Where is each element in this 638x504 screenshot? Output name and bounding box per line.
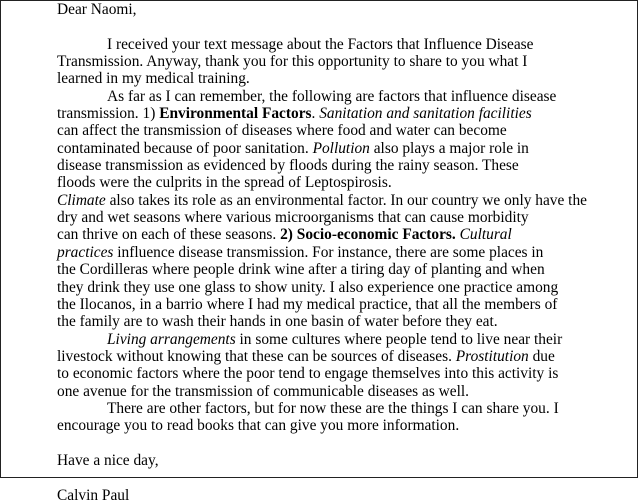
italic-text: Sanitation and sanitation facilities [319, 105, 532, 123]
bold-text: Environmental Factors [159, 105, 312, 123]
italic-text: Prostitution [455, 347, 529, 365]
text-run: can affect the transmission of diseases where food and water can become [57, 122, 507, 140]
text-run: to economic factors where the poor tend to engage themselves into this activity is [57, 365, 559, 383]
text-line [57, 209, 635, 226]
text-line [57, 487, 635, 504]
text-run: one avenue for the transmission of communicable diseases as well. [57, 382, 470, 400]
italic-text: Climate [57, 191, 106, 209]
text-line [57, 313, 635, 330]
letter-lines [57, 18, 635, 504]
italic-text: practices [57, 243, 114, 261]
letter-body [57, 1, 635, 504]
text-run: livestock without knowing that these can be sources of diseases. [57, 347, 456, 365]
blank-line [57, 469, 635, 486]
text-line [57, 365, 635, 382]
text-line [57, 70, 635, 87]
text-line [57, 383, 635, 400]
text-line [57, 331, 635, 348]
blank-line [57, 18, 635, 35]
text-run: also plays a major role in [369, 139, 529, 157]
italic-text: Pollution [312, 139, 370, 157]
text-run: Transmission. Anyway, thank you for this opportunity to share to you what I [57, 53, 528, 71]
text-line [57, 36, 635, 53]
text-line [57, 122, 635, 139]
text-line [57, 226, 635, 243]
text-run: they drink they use one glass to show unity. I also experience one practice among [57, 278, 559, 296]
text-run: the family are to wash their hands in one basin of water before they eat. [57, 313, 498, 331]
text-run: encourage you to read books that can give you more information. [57, 417, 460, 435]
text-run: Calvin Paul [57, 486, 130, 504]
text-run: also takes its role as an environmental factor. In our country we only have the [105, 191, 587, 209]
text-run: disease transmission as evidenced by floods during the rainy season. These [57, 157, 519, 175]
text-run: influence disease transmission. For instance, there are some places in [113, 243, 544, 261]
blank-line [57, 435, 635, 452]
text-line [57, 261, 635, 278]
text-run: contaminated because of poor sanitation. [57, 139, 313, 157]
text-run: Have a nice day, [57, 451, 159, 469]
text-run: I received your text message about the Factors that Influence Disease [107, 35, 534, 53]
text-line [57, 88, 635, 105]
text-run: learned in my medical training. [57, 70, 250, 88]
text-run: the Cordilleras where people drink wine after a tiring day of planting and when [57, 261, 545, 279]
text-line [57, 140, 635, 157]
text-line [57, 174, 635, 191]
text-line [57, 279, 635, 296]
bold-text: 2) Socio-economic Factors. [280, 226, 456, 244]
text-line [57, 105, 635, 122]
text-run: . [311, 105, 320, 123]
text-line [57, 53, 635, 70]
text-line [57, 452, 635, 469]
text-run: As far as I can remember, the following are factors that influence disease [107, 87, 557, 105]
text-line [57, 296, 635, 313]
text-line [57, 157, 635, 174]
text-run: transmission. 1) [57, 105, 160, 123]
text-run: due [528, 347, 555, 365]
italic-text: Cultural [459, 226, 512, 244]
text-run: There are other factors, but for now these are the things I can share you. I [107, 399, 559, 417]
letter-greeting: Dear Naomi, [57, 1, 137, 18]
text-run: can thrive on each of these seasons. [57, 226, 281, 244]
text-line [57, 400, 635, 417]
text-line [57, 244, 635, 261]
text-run: dry and wet seasons where various microorganisms that can cause morbidity [57, 209, 529, 227]
text-run: in some cultures where people tend to live near their [235, 330, 563, 348]
text-run: the Ilocanos, in a barrio where I had my medical practice, that all the members of [57, 295, 558, 313]
text-line [57, 417, 635, 434]
italic-text: Living arrangements [107, 330, 236, 348]
text-run: floods were the culprits in the spread of Leptospirosis. [57, 174, 392, 192]
text-line [57, 348, 635, 365]
text-line [57, 192, 635, 209]
